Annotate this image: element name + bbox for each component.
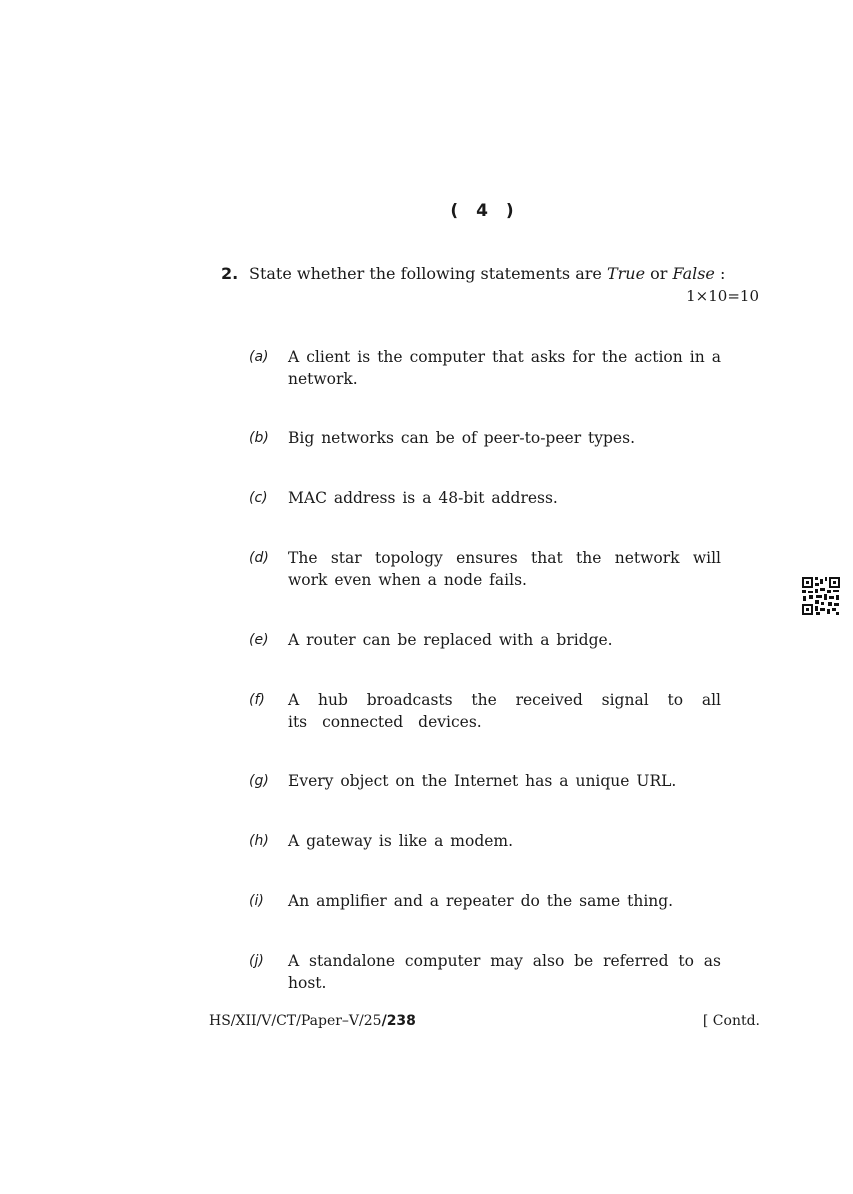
item-label: (b) [249, 430, 269, 446]
paper-code-number: /238 [381, 1013, 416, 1029]
page-number: ( 4 ) [450, 201, 520, 221]
true-word: True [606, 264, 646, 283]
question-prefix: State whether the following statements are [249, 264, 602, 283]
item-text: An amplifier and a repeater do the same thing. [288, 892, 674, 910]
marks: 1×10=10 [686, 287, 759, 305]
item-text: MAC address is a 48-bit address. [288, 489, 558, 507]
item-label: (h) [249, 833, 269, 849]
item-text: Big networks can be of peer-to-peer types. [288, 429, 635, 447]
item-text: The star topology ensures that the network will work even when a node fails. [288, 549, 721, 589]
item-label: (c) [249, 490, 268, 506]
item-text: A router can be replaced with a bridge. [288, 631, 613, 649]
paper-code [209, 1013, 416, 1029]
question-suffix: : [720, 264, 726, 283]
or-word: or [650, 264, 668, 283]
item-text: A standalone computer may also be referred to as host. [288, 952, 721, 992]
item-label: (f) [249, 692, 265, 708]
question-number: 2. [221, 264, 239, 283]
item-text: A gateway is like a modem. [288, 832, 514, 850]
contd-label: [ Contd. [702, 1013, 760, 1029]
item-text: A client is the computer that asks for the action in a network. [288, 348, 721, 388]
item-label: (i) [249, 893, 264, 909]
item-label: (e) [249, 632, 269, 648]
false-word: False [672, 264, 715, 283]
qr-code-icon [801, 576, 841, 616]
item-label: (d) [249, 550, 269, 566]
item-label: (g) [249, 773, 269, 789]
item-label: (j) [249, 953, 264, 969]
question-text [249, 264, 725, 283]
paper-code-prefix: HS/XII/V/CT/Paper–V/25 [209, 1013, 382, 1029]
item-text: Every object on the Internet has a unique URL. [288, 772, 677, 790]
item-text: A hub broadcasts the received signal to all its connected devices. [288, 691, 721, 731]
item-label: (a) [249, 349, 269, 365]
